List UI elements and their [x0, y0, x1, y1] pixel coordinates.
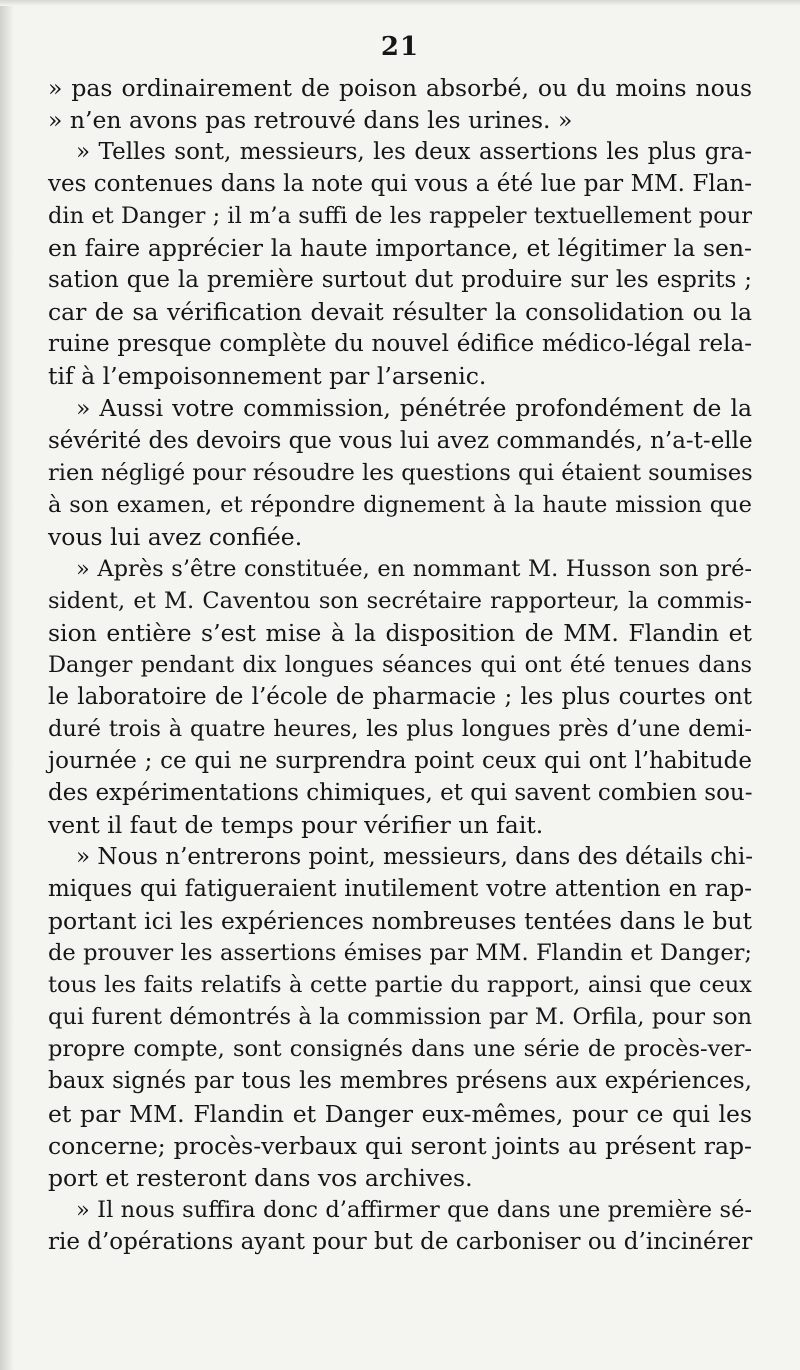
page-number: 21: [380, 32, 420, 62]
text-line: » Après s’être constituée, en nommant M. Husson son pré-: [76, 555, 752, 582]
text-line: propre compte, sont consignés dans une série de procès-ver-: [48, 1036, 752, 1063]
text-line: portant ici les expériences nombreuses tentées dans le but: [48, 907, 752, 936]
text-line: » pas ordinairement de poison absorbé, ou du moins nous: [48, 74, 752, 102]
text-line: le laboratoire de l’école de pharmacie ; les plus courtes ont: [48, 683, 752, 710]
text-line: miques qui fatigueraient inutilement votre attention en rap-: [48, 876, 752, 903]
text-line: sion entière s’est mise à la disposition de MM. Flandin et: [48, 618, 752, 647]
text-line: » Nous n’entrerons point, messieurs, dans des détails chi-: [76, 844, 754, 871]
text-line: car de sa vérification devait résulter la consolidation ou la: [48, 298, 752, 327]
text-line: en faire apprécier la haute importance, et légitimer la sen-: [48, 234, 752, 263]
text-line: duré trois à quatre heures, les plus longues près d’une demi-: [48, 715, 752, 742]
text-line: din et Danger ; il m’a suffi de les rappeler textuellement pour: [48, 203, 752, 230]
text-line: » Telles sont, messieurs, les deux assertions les plus gra-: [76, 139, 752, 166]
text-line: port et resteront dans vos archives.: [48, 1163, 473, 1192]
text-line: concerne; procès-verbaux qui seront joints au présent rap-: [48, 1131, 752, 1160]
text-line: » n’en avons pas retrouvé dans les urines. »: [48, 106, 573, 135]
text-line: tif à l’empoisonnement par l’arsenic.: [48, 362, 487, 391]
text-line: sation que la première surtout dut produire sur les esprits ;: [48, 267, 752, 294]
text-line: de prouver les assertions émises par MM. Flandin et Danger;: [48, 940, 752, 967]
text-line: sident, et M. Caventou son secrétaire rapporteur, la commis-: [48, 587, 752, 614]
text-line: baux signés par tous les membres présens aux expériences,: [48, 1068, 752, 1095]
text-line: qui furent démontrés à la commission par M. Orfila, pour son: [48, 1004, 752, 1031]
text-line: journée ; ce qui ne surprendra point ceux qui ont l’habitude: [48, 747, 752, 774]
text-line: rie d’opérations ayant pour but de carboniser ou d’incinérer: [48, 1228, 753, 1255]
text-line: rien négligé pour résoudre les questions qui étaient soumises: [48, 459, 753, 486]
text-line: » Il nous suffira donc d’affirmer que dans une première sé-: [76, 1196, 752, 1223]
text-line: sévérité des devoirs que vous lui avez commandés, n’a-t-elle: [48, 427, 753, 454]
text-line: tous les faits relatifs à cette partie du rapport, ainsi que ceux: [48, 972, 752, 999]
text-line: et par MM. Flandin et Danger eux-mêmes, pour ce qui les: [48, 1099, 752, 1128]
text-line: des expérimentations chimiques, et qui savent combien sou-: [48, 780, 753, 807]
text-line: vous lui avez confiée.: [48, 522, 303, 551]
text-line: ves contenues dans la note qui vous a été lue par MM. Flan-: [48, 171, 752, 198]
text-line: Danger pendant dix longues séances qui ont été tenues dans: [48, 651, 752, 678]
text-line: vent il faut de temps pour vérifier un fait.: [48, 811, 544, 840]
body-text: [48, 72, 752, 1258]
text-line: à son examen, et répondre dignement à la haute mission que: [48, 491, 752, 518]
page-gutter-shadow: [0, 0, 14, 1370]
text-line: » Aussi votre commission, pénétrée profondément de la: [76, 394, 752, 423]
page-top-shadow: [0, 0, 800, 6]
text-line: ruine presque complète du nouvel édifice médico-légal rela-: [48, 331, 752, 358]
